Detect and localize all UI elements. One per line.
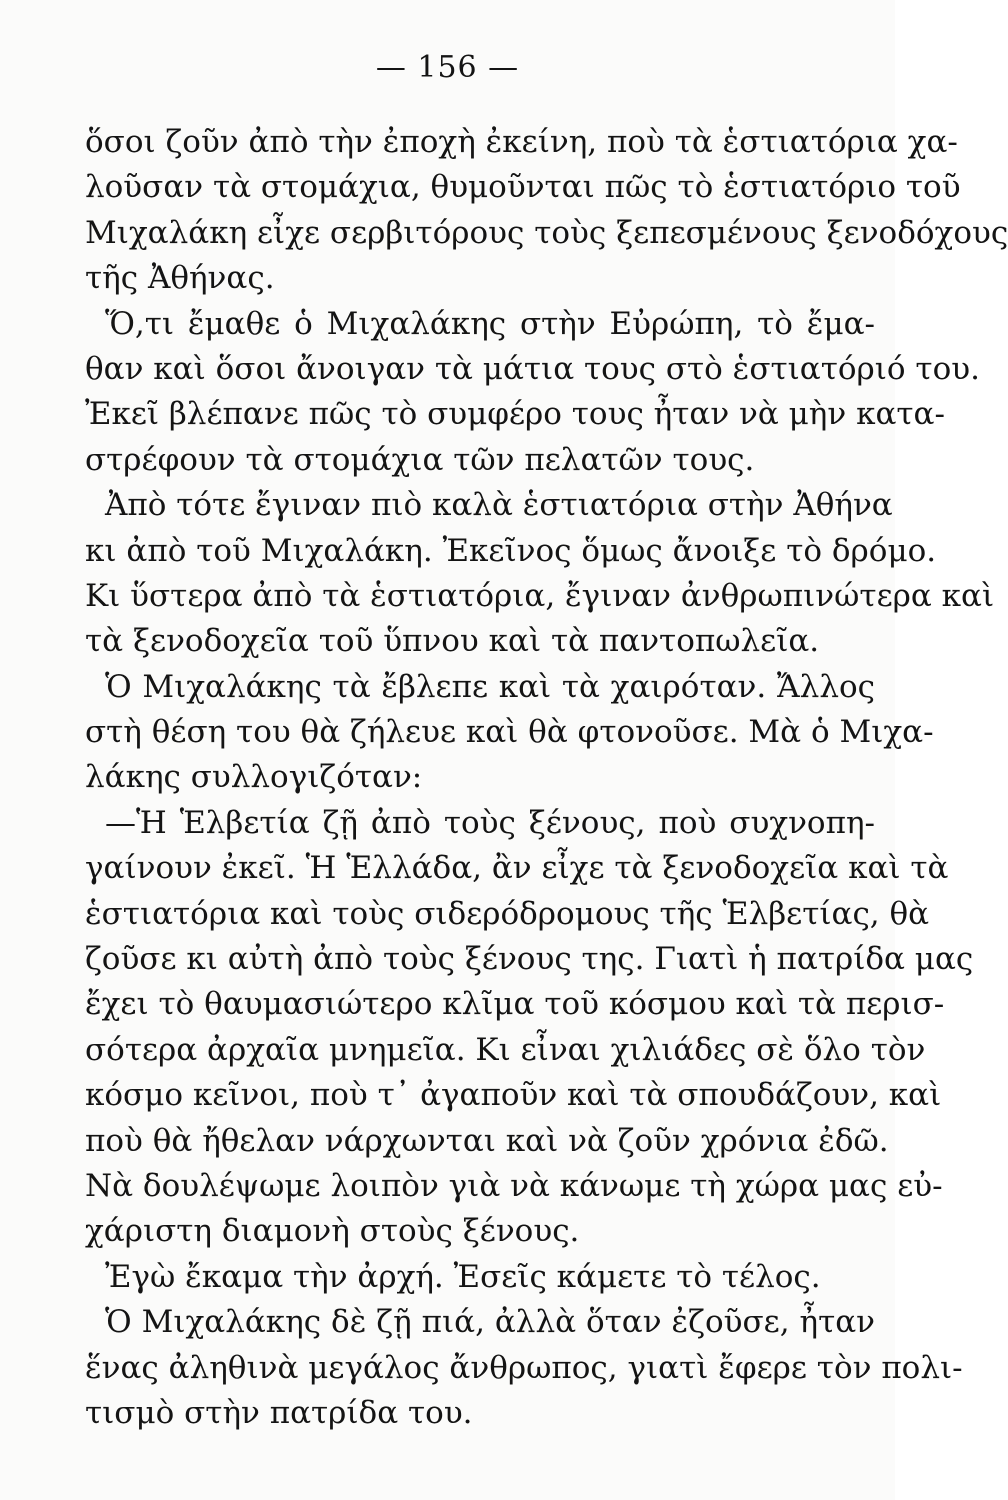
text-line: ὅσοι ζοῦν ἀπὸ τὴν ἐποχὴ ἐκείνη, ποὺ τὰ ἑστιατόρια χα- <box>85 124 958 160</box>
text-line: ἑστιατόρια καὶ τοὺς σιδερόδρομους τῆς Ἑλβετίας, θὰ <box>85 895 930 932</box>
text-line: Ἀπὸ τότε ἔγιναν πιὸ καλὰ ἑστιατόρια στὴν Ἀθήνα <box>105 487 893 524</box>
text-line: θαν καὶ ὅσοι ἄνοιγαν τὰ μάτια τους στὸ ἑστιατόριό του. <box>85 350 980 387</box>
text-line: χάριστη διαμονὴ στοὺς ξένους. <box>85 1213 580 1250</box>
text-line: Κι ὕστερα ἀπὸ τὰ ἑστιατόρια, ἔγιναν ἀνθρωπινώτερα καὶ <box>85 577 995 614</box>
text-line: στρέφουν τὰ στομάχια τῶν πελατῶν τους. <box>85 441 755 478</box>
text-line: Ἐκεῖ βλέπανε πῶς τὸ συμφέρο τους ἦταν νὰ μὴν κατα- <box>85 396 945 433</box>
text-line: γαίνουν ἐκεῖ. Ἡ Ἑλλάδα, ἂν εἶχε τὰ ξενοδοχεῖα καὶ τὰ <box>85 850 949 887</box>
text-line: κόσμο κεῖνοι, ποὺ τ᾽ ἀγαποῦν καὶ τὰ σπουδάζουν, καὶ <box>85 1077 942 1114</box>
text-line: —Ἡ Ἑλβετία ζῇ ἀπὸ τοὺς ξένους, ποὺ συχνοπη- <box>105 804 875 841</box>
text-line: Ὅ,τι ἔμαθε ὁ Μιχαλάκης στὴν Εὐρώπη, τὸ ἔμα- <box>105 305 875 342</box>
text-line: Ὁ Μιχαλάκης δὲ ζῇ πιά, ἀλλὰ ὅταν ἐζοῦσε, ἦταν <box>105 1304 875 1341</box>
text-line: σότερα ἀρχαῖα μνημεῖα. Κι εἶναι χιλιάδες σὲ ὅλο τὸν <box>85 1031 926 1068</box>
text-line: ζοῦσε κι αὐτὴ ἀπὸ τοὺς ξένους της. Γιατὶ ἡ πατρίδα μας <box>85 941 974 978</box>
text-line: λάκης συλλογιζόταν: <box>85 759 423 796</box>
text-line: λοῦσαν τὰ στομάχια, θυμοῦνται πῶς τὸ ἑστιατόριο τοῦ <box>85 169 961 206</box>
text-line: στὴ θέση του θὰ ζήλευε καὶ θὰ φτονοῦσε. Μὰ ὁ Μιχα- <box>85 714 934 751</box>
text-line: κι ἀπὸ τοῦ Μιχαλάκη. Ἐκεῖνος ὅμως ἄνοιξε τὸ δρόμο. <box>85 532 937 569</box>
text-line: ποὺ θὰ ἤθελαν νάρχωνται καὶ νὰ ζοῦν χρόνια ἐδῶ. <box>85 1122 889 1159</box>
text-line: Μιχαλάκη εἶχε σερβιτόρους τοὺς ξεπεσμένους ξενοδόχους <box>85 214 1008 251</box>
text-line: τῆς Ἀθήνας. <box>85 260 275 297</box>
body-text <box>85 120 1008 1436</box>
text-line: Νὰ δουλέψωμε λοιπὸν γιὰ νὰ κάνωμε τὴ χώρα μας εὐ- <box>85 1167 943 1204</box>
text-line: τισμὸ στὴν πατρίδα του. <box>85 1394 473 1431</box>
page-number: — 156 — <box>375 50 520 85</box>
text-line: τὰ ξενοδοχεῖα τοῦ ὕπνου καὶ τὰ παντοπωλεῖα. <box>85 623 820 660</box>
text-line: Ἐγὼ ἔκαμα τὴν ἀρχή. Ἐσεῖς κάμετε τὸ τέλος. <box>105 1258 821 1295</box>
text-line: Ὁ Μιχαλάκης τὰ ἔβλεπε καὶ τὰ χαιρόταν. Ἄλλος <box>105 668 875 705</box>
text-line: ἕνας ἀληθινὰ μεγάλος ἄνθρωπος, γιατὶ ἔφερε τὸν πολι- <box>85 1349 963 1386</box>
text-line: ἔχει τὸ θαυμασιώτερο κλῖμα τοῦ κόσμου καὶ τὰ περισ- <box>85 986 945 1023</box>
